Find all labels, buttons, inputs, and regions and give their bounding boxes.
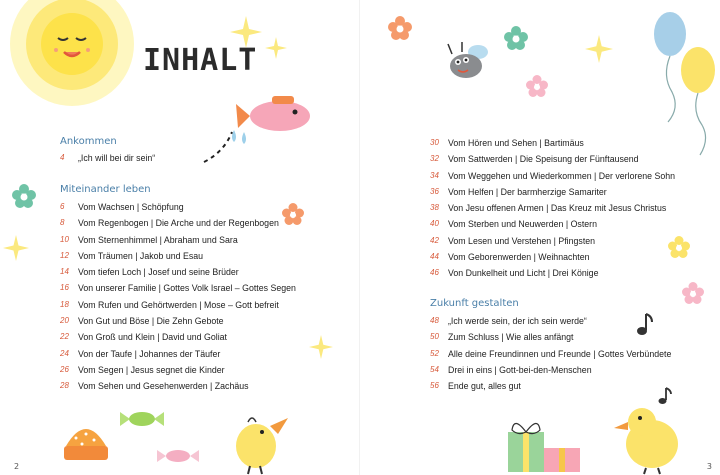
toc-entry[interactable] [60,264,350,280]
toc-entry-text: Vom Regenbogen | Die Arche und der Regenbogen [78,218,279,229]
toc-page-number: 10 [60,234,69,244]
toc-page-number: 46 [430,268,439,278]
toc-entry[interactable] [60,248,350,264]
toc-page-number: 40 [430,219,439,229]
cake-illustration [60,418,112,470]
toc-entry-text: Von unserer Familie | Gottes Volk Israel – Gottes Segen [78,283,296,294]
toc-list-zukunft [430,313,710,394]
star-icon [228,14,264,50]
toc-entry[interactable] [430,135,710,151]
toc-page-number: 6 [60,202,65,211]
candy-icon [155,446,201,466]
toc-list-ankommen [60,150,350,166]
flower-icon [526,75,548,97]
toc-entry[interactable] [430,346,710,362]
toc-entry-text: Alle deine Freundinnen und Freunde | Gottes Verbündete [448,348,672,359]
toc-entry-text: Von der Taufe | Johannes der Täufer [78,348,221,359]
toc-page-number: 36 [430,186,439,196]
toc-entry-text: Vom Sternenhimmel | Abraham und Sara [78,234,238,245]
sun-illustration [0,0,130,110]
section-heading: Zukunft gestalten [430,298,519,309]
music-note-icon [634,312,654,338]
toc-entry-text: Von Jesu offenen Armen | Das Kreuz mit Jesus Christus [448,203,667,214]
toc-page-number: 14 [60,267,69,277]
toc-page-number: 56 [430,381,439,391]
toc-page-number: 20 [60,316,69,326]
toc-entry-text: Vom Weggehen und Wiederkommen | Der verlorene Sohn [448,170,676,181]
flower-icon [668,236,690,258]
toc-entry-text: Vom Sattwerden | Die Speisung der Fünftausend [448,154,639,165]
toc-entry-text: „Ich will bei dir sein“ [78,153,156,163]
flower-icon [504,26,528,50]
right-page [360,0,720,475]
toc-entry[interactable] [430,216,710,232]
toc-page-number: 26 [60,364,69,374]
fly-illustration [444,40,496,82]
toc-entry-text: Vom Träumen | Jakob und Esau [78,250,204,261]
gift-illustration [504,414,584,474]
star-icon [264,36,288,60]
flower-icon [12,184,36,208]
star-icon [2,234,30,262]
toc-page-number: 50 [430,332,439,342]
toc-entry[interactable] [60,346,350,362]
toc-page-number: 52 [430,348,439,358]
toc-entry[interactable] [60,150,350,166]
flower-icon [682,282,704,304]
toc-page-number: 8 [60,218,65,228]
toc-entry-text: Vom Sterben und Neuwerden | Ostern [448,219,597,230]
flower-icon [388,16,412,40]
toc-entry-text: Vom Helfen | Der barmherzige Samariter [448,186,607,197]
section-heading: Miteinander leben [60,184,151,195]
toc-entry[interactable] [60,280,350,296]
toc-entry-text: Ende gut, alles gut [448,381,521,392]
page-number-right: 3 [706,462,712,471]
toc-entry-text: Vom Geborenwerden | Weihnachten [448,252,590,263]
toc-page-number: 18 [60,299,69,309]
toc-page-number: 4 [60,153,65,162]
toc-list-miteinander [60,199,350,395]
flower-icon [282,203,304,225]
toc-entry-text: Vom Segen | Jesus segnet die Kinder [78,364,225,375]
toc-list-continued [430,135,710,282]
toc-entry-text: Vom tiefen Loch | Josef und seine Brüder [78,267,239,278]
toc-entry[interactable] [60,297,350,313]
toc-entry-text: Von Gut und Böse | Die Zehn Gebote [78,316,224,327]
toc-entry[interactable] [430,184,710,200]
toc-page-number: 12 [60,250,69,260]
toc-page-number: 48 [430,316,439,325]
toc-entry[interactable] [430,362,710,378]
toc-page-number: 42 [430,235,439,245]
toc-entry[interactable] [60,329,350,345]
star-icon [584,34,614,64]
toc-page-number: 54 [430,364,439,374]
toc-entry[interactable] [60,215,350,231]
toc-entry[interactable] [430,168,710,184]
toc-entry-text: Von Dunkelheit und Licht | Drei Könige [448,268,599,279]
page-title: INHALT [143,43,258,78]
toc-entry-text: Vom Wachsen | Schöpfung [78,202,184,212]
toc-page-number: 24 [60,348,69,358]
toc-entry[interactable] [60,232,350,248]
toc-entry[interactable] [60,313,350,329]
toc-page-number: 30 [430,138,439,147]
toc-page-number: 34 [430,170,439,180]
toc-page-number: 44 [430,252,439,262]
chick-illustration [612,398,692,474]
toc-entry-text: Von Groß und Klein | David und Goliat [78,332,227,343]
toc-entry-text: Vom Lesen und Verstehen | Pfingsten [448,235,596,246]
toc-entry[interactable] [60,362,350,378]
toc-entry[interactable] [60,378,350,394]
toc-entry[interactable] [430,329,710,345]
toc-entry-text: Zum Schluss | Wie alles anfängt [448,332,574,343]
section-heading: Ankommen [60,136,117,147]
toc-page-number: 32 [430,154,439,164]
candy-icon [118,408,166,430]
toc-entry[interactable] [430,313,710,329]
chick-illustration [226,404,296,474]
toc-entry[interactable] [430,265,710,281]
toc-entry-text: Drei in eins | Gott-bei-den-Menschen [448,364,592,375]
toc-page-number: 22 [60,332,69,342]
star-icon [308,334,334,360]
toc-entry-text: Vom Rufen und Gehörtwerden | Mose – Gott befreit [78,299,279,310]
toc-entry[interactable] [430,200,710,216]
toc-entry-text: Vom Sehen und Gesehenwerden | Zachäus [78,381,249,392]
toc-entry[interactable] [430,151,710,167]
toc-entry-text: Vom Hören und Sehen | Bartimäus [448,138,584,148]
page-number-left: 2 [14,462,20,471]
toc-page-number: 16 [60,283,69,293]
toc-entry[interactable] [60,199,350,215]
toc-page-number: 38 [430,203,439,213]
toc-entry-text: „Ich werde sein, der ich sein werde“ [448,316,587,326]
toc-page-number: 28 [60,381,69,391]
